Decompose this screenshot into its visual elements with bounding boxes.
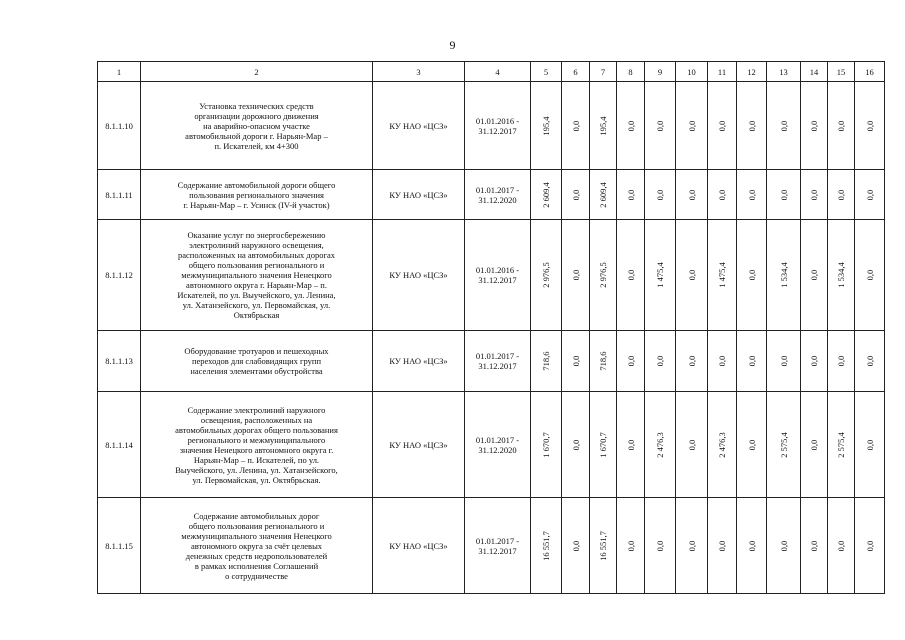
value-text: 0,0 — [625, 120, 636, 131]
period-line: 31.12.2020 — [478, 444, 517, 455]
description-line: Октябрьская — [233, 310, 280, 320]
value-text: 0,0 — [570, 540, 581, 551]
value-cell — [590, 392, 617, 498]
value-text: 0,0 — [686, 540, 697, 551]
value-text: 1 670,7 — [598, 431, 608, 458]
value-cell — [801, 82, 828, 170]
row-description — [141, 392, 373, 498]
value-cell — [767, 392, 801, 498]
header-cell: 5 — [531, 62, 562, 82]
value-text: 0,0 — [746, 540, 757, 551]
row-period — [465, 82, 531, 170]
value-cell — [676, 170, 708, 220]
value-text: 0,0 — [778, 189, 789, 200]
value-cell — [562, 170, 590, 220]
value-cell — [562, 82, 590, 170]
value-cell — [855, 498, 885, 594]
description-line: Нарьян-Мар – п. Искателей, по ул. — [193, 454, 320, 465]
header-cell: 12 — [737, 62, 767, 82]
description-line: общего пользования регионального и — [188, 260, 325, 270]
row-period — [465, 331, 531, 392]
description-line: Выучейского, ул. Ленина, ул. Хатанзейского, — [175, 464, 338, 475]
value-text: 0,0 — [778, 355, 789, 367]
value-cell — [590, 170, 617, 220]
row-description — [141, 170, 373, 220]
value-cell — [562, 498, 590, 594]
description-line: на аварийно-опасном участке — [203, 120, 310, 131]
description-line: в рамках исполнения Соглашений — [194, 560, 319, 571]
description-line: п. Искателей, км 4+300 — [214, 140, 299, 151]
value-cell — [531, 82, 562, 170]
description-line: электролиний наружного освещения, — [189, 240, 324, 250]
description-line: ул. Первомайская, ул. Октябрьская. — [192, 474, 321, 485]
description-line: г. Нарьян-Мар – г. Усинск (IV-й участок) — [183, 199, 330, 210]
value-cell — [590, 220, 617, 331]
value-cell — [855, 170, 885, 220]
description-line: Установка технических средств — [199, 100, 314, 111]
value-cell — [708, 331, 737, 392]
value-text: 1 475,4 — [717, 262, 727, 288]
value-cell — [590, 331, 617, 392]
value-text: 1 670,7 — [541, 431, 551, 458]
description-line: Оборудование тротуаров и пешеходных — [184, 346, 329, 356]
value-cell — [531, 220, 562, 331]
description-line: значения Ненецкого автономного округа г. — [179, 444, 334, 455]
row-executor: КУ НАО «ЦСЗ» — [373, 498, 465, 594]
description-line: ул. Хатанзейского, ул. Первомайская, ул. — [182, 300, 331, 310]
description-line: Оказание услуг по энергосбережению — [187, 230, 326, 240]
value-text: 16 551,7 — [541, 530, 551, 561]
value-cell — [737, 82, 767, 170]
value-text: 1 475,4 — [655, 262, 665, 288]
value-cell — [737, 331, 767, 392]
value-text: 2 476,3 — [655, 431, 665, 458]
value-cell — [676, 498, 708, 594]
description-line: автомобильной дороги г. Нарьян-Мар – — [185, 130, 328, 141]
row-executor: КУ НАО «ЦСЗ» — [373, 82, 465, 170]
table-row — [98, 170, 885, 220]
value-cell — [828, 82, 855, 170]
value-text: 0,0 — [746, 439, 757, 450]
value-text: 195,4 — [541, 115, 551, 136]
value-cell — [767, 220, 801, 331]
description-line: Искателей, по ул. Выучейского, ул. Ленина, — [177, 290, 336, 300]
header-cell: 16 — [855, 62, 885, 82]
value-cell — [801, 392, 828, 498]
header-cell: 7 — [590, 62, 617, 82]
value-cell — [645, 170, 676, 220]
value-cell — [617, 331, 645, 392]
table-row — [98, 331, 885, 392]
value-text: 0,0 — [570, 189, 581, 200]
value-text: 0,0 — [686, 269, 697, 281]
value-cell — [562, 220, 590, 331]
value-text: 0,0 — [836, 540, 846, 551]
description-line: Содержание автомобильной дороги общего — [177, 179, 336, 190]
value-cell — [767, 498, 801, 594]
value-cell — [645, 392, 676, 498]
row-executor: КУ НАО «ЦСЗ» — [373, 170, 465, 220]
value-cell — [828, 220, 855, 331]
description-line: освещения, расположенных на — [200, 414, 313, 425]
value-text: 2 476,3 — [717, 431, 727, 458]
value-cell — [590, 498, 617, 594]
period-line: 01.01.2017 - — [475, 351, 520, 361]
value-cell — [590, 82, 617, 170]
value-cell — [828, 331, 855, 392]
value-cell — [855, 392, 885, 498]
value-text: 195,4 — [598, 115, 608, 136]
value-cell — [801, 331, 828, 392]
value-cell — [676, 392, 708, 498]
page-number: 9 — [449, 38, 456, 52]
period-line: 31.12.2017 — [478, 275, 517, 285]
value-text: 0,0 — [836, 355, 846, 367]
period-line: 01.01.2017 - — [475, 184, 520, 195]
value-text: 0,0 — [686, 189, 697, 200]
value-text: 0,0 — [570, 355, 581, 367]
value-cell — [645, 331, 676, 392]
value-text: 0,0 — [625, 189, 636, 200]
value-cell — [828, 498, 855, 594]
value-text: 0,0 — [655, 540, 665, 551]
row-description — [141, 220, 373, 331]
value-text: 0,0 — [864, 439, 875, 450]
value-text: 0,0 — [717, 355, 727, 367]
value-text: 0,0 — [746, 120, 757, 131]
header-cell: 15 — [828, 62, 855, 82]
description-line: организации дорожного движения — [194, 110, 319, 121]
value-cell — [801, 498, 828, 594]
table-row — [98, 498, 885, 594]
period-line: 31.12.2020 — [478, 194, 517, 205]
value-cell — [531, 170, 562, 220]
value-cell — [645, 82, 676, 170]
value-cell — [767, 170, 801, 220]
table-row — [98, 220, 885, 331]
description-line: Содержание автомобильных дорог — [193, 510, 320, 521]
value-cell — [531, 392, 562, 498]
value-text: 0,0 — [686, 120, 697, 131]
value-text: 0,0 — [778, 120, 789, 131]
value-text: 718,6 — [598, 351, 608, 371]
value-text: 718,6 — [541, 351, 551, 371]
description-line: межмуниципального значения Ненецкого — [181, 530, 332, 541]
value-text: 0,0 — [625, 540, 636, 551]
value-text: 0,0 — [836, 189, 846, 200]
value-cell — [676, 82, 708, 170]
table-row — [98, 392, 885, 498]
row-period — [465, 392, 531, 498]
value-text: 2 976,5 — [598, 262, 608, 288]
header-cell: 3 — [373, 62, 465, 82]
value-text: 0,0 — [864, 269, 875, 281]
value-text: 0,0 — [686, 355, 697, 367]
value-text: 0,0 — [625, 355, 636, 367]
header-cell: 1 — [98, 62, 141, 82]
value-text: 0,0 — [809, 269, 819, 281]
value-cell — [801, 220, 828, 331]
value-cell — [708, 220, 737, 331]
value-cell — [676, 331, 708, 392]
value-cell — [617, 498, 645, 594]
row-description — [141, 498, 373, 594]
value-text: 0,0 — [836, 120, 846, 131]
header-cell: 8 — [617, 62, 645, 82]
value-cell — [617, 392, 645, 498]
program-table — [97, 61, 885, 594]
row-code: 8.1.1.14 — [98, 392, 141, 498]
value-cell — [645, 498, 676, 594]
value-text: 2 609,4 — [541, 181, 551, 208]
description-line: автомобильных дорогах общего пользования — [175, 424, 338, 435]
value-cell — [562, 392, 590, 498]
description-line: регионального и межмуниципального — [187, 434, 326, 445]
value-cell — [855, 331, 885, 392]
value-cell — [855, 82, 885, 170]
description-line: Содержание электролиний наружного — [187, 404, 326, 415]
description-line: населения элементами обустройства — [190, 366, 323, 376]
value-text: 0,0 — [717, 189, 727, 200]
value-text: 1 534,4 — [778, 262, 789, 288]
row-period — [465, 170, 531, 220]
row-description — [141, 331, 373, 392]
header-cell: 14 — [801, 62, 828, 82]
value-text: 0,0 — [717, 540, 727, 551]
value-cell — [562, 331, 590, 392]
row-period — [465, 220, 531, 331]
value-cell — [737, 392, 767, 498]
value-text: 0,0 — [625, 269, 636, 281]
row-code: 8.1.1.12 — [98, 220, 141, 331]
header-cell: 10 — [676, 62, 708, 82]
value-cell — [645, 220, 676, 331]
value-text: 2 575,4 — [778, 431, 789, 458]
value-text: 2 575,4 — [836, 431, 846, 458]
value-text: 2 609,4 — [598, 181, 608, 208]
row-code: 8.1.1.10 — [98, 82, 141, 170]
description-line: пользования регионального значения — [189, 189, 324, 200]
description-line: о сотрудничестве — [225, 570, 288, 581]
value-text: 0,0 — [570, 120, 581, 131]
period-line: 31.12.2017 — [478, 361, 517, 371]
value-text: 0,0 — [655, 189, 665, 200]
value-cell — [855, 220, 885, 331]
value-text: 0,0 — [864, 540, 875, 551]
header-cell: 2 — [141, 62, 373, 82]
row-executor: КУ НАО «ЦСЗ» — [373, 392, 465, 498]
value-text: 0,0 — [717, 120, 727, 131]
header-cell: 6 — [562, 62, 590, 82]
value-text: 0,0 — [570, 439, 581, 450]
value-cell — [617, 170, 645, 220]
value-cell — [676, 220, 708, 331]
value-text: 0,0 — [655, 355, 665, 367]
value-text: 16 551,7 — [598, 530, 608, 561]
header-row — [98, 62, 885, 82]
description-line: автономного округа г. Нарьян-Мар – п. — [186, 280, 327, 290]
description-line: переходов для слабовидящих групп — [191, 356, 322, 366]
value-text: 0,0 — [864, 189, 875, 200]
value-text: 0,0 — [746, 269, 757, 281]
value-text: 1 534,4 — [836, 262, 846, 288]
value-text: 0,0 — [570, 269, 581, 281]
description-line: общего пользования регионального и — [188, 520, 325, 531]
value-cell — [801, 170, 828, 220]
header-cell: 4 — [465, 62, 531, 82]
value-text: 0,0 — [746, 189, 757, 200]
value-cell — [708, 392, 737, 498]
description-line: расположенных на автомобильных дорогах — [177, 250, 336, 260]
row-code: 8.1.1.13 — [98, 331, 141, 392]
value-cell — [708, 498, 737, 594]
period-line: 31.12.2017 — [478, 545, 517, 556]
description-line: денежных средств недропользователей — [185, 550, 328, 561]
value-cell — [531, 498, 562, 594]
value-cell — [767, 82, 801, 170]
period-line: 01.01.2016 - — [475, 115, 520, 126]
value-cell — [617, 82, 645, 170]
value-text: 0,0 — [809, 439, 819, 450]
header-cell: 9 — [645, 62, 676, 82]
value-text: 0,0 — [686, 439, 697, 450]
period-line: 31.12.2017 — [478, 125, 517, 136]
value-text: 0,0 — [809, 540, 819, 551]
period-line: 01.01.2017 - — [475, 434, 520, 445]
description-line: автономного округа за счёт целевых — [190, 540, 323, 551]
value-text: 2 976,5 — [541, 262, 551, 288]
row-code: 8.1.1.15 — [98, 498, 141, 594]
header-cell: 11 — [708, 62, 737, 82]
row-executor: КУ НАО «ЦСЗ» — [373, 220, 465, 331]
value-text: 0,0 — [778, 540, 789, 551]
description-line: межмуниципального значения Ненецкого — [181, 270, 332, 280]
value-cell — [828, 170, 855, 220]
value-text: 0,0 — [809, 120, 819, 131]
value-text: 0,0 — [625, 439, 636, 450]
value-text: 0,0 — [809, 189, 819, 200]
header-cell: 13 — [767, 62, 801, 82]
value-cell — [708, 82, 737, 170]
value-cell — [737, 170, 767, 220]
value-text: 0,0 — [864, 120, 875, 131]
value-cell — [737, 498, 767, 594]
row-description — [141, 82, 373, 170]
value-cell — [708, 170, 737, 220]
value-cell — [737, 220, 767, 331]
value-cell — [617, 220, 645, 331]
row-period — [465, 498, 531, 594]
value-text: 0,0 — [655, 120, 665, 131]
row-code: 8.1.1.11 — [98, 170, 141, 220]
value-text: 0,0 — [809, 355, 819, 367]
value-text: 0,0 — [864, 355, 875, 367]
value-text: 0,0 — [746, 355, 757, 367]
table-row — [98, 82, 885, 170]
period-line: 01.01.2016 - — [475, 265, 520, 275]
value-cell — [828, 392, 855, 498]
value-cell — [767, 331, 801, 392]
row-executor: КУ НАО «ЦСЗ» — [373, 331, 465, 392]
value-cell — [531, 331, 562, 392]
period-line: 01.01.2017 - — [475, 535, 520, 546]
